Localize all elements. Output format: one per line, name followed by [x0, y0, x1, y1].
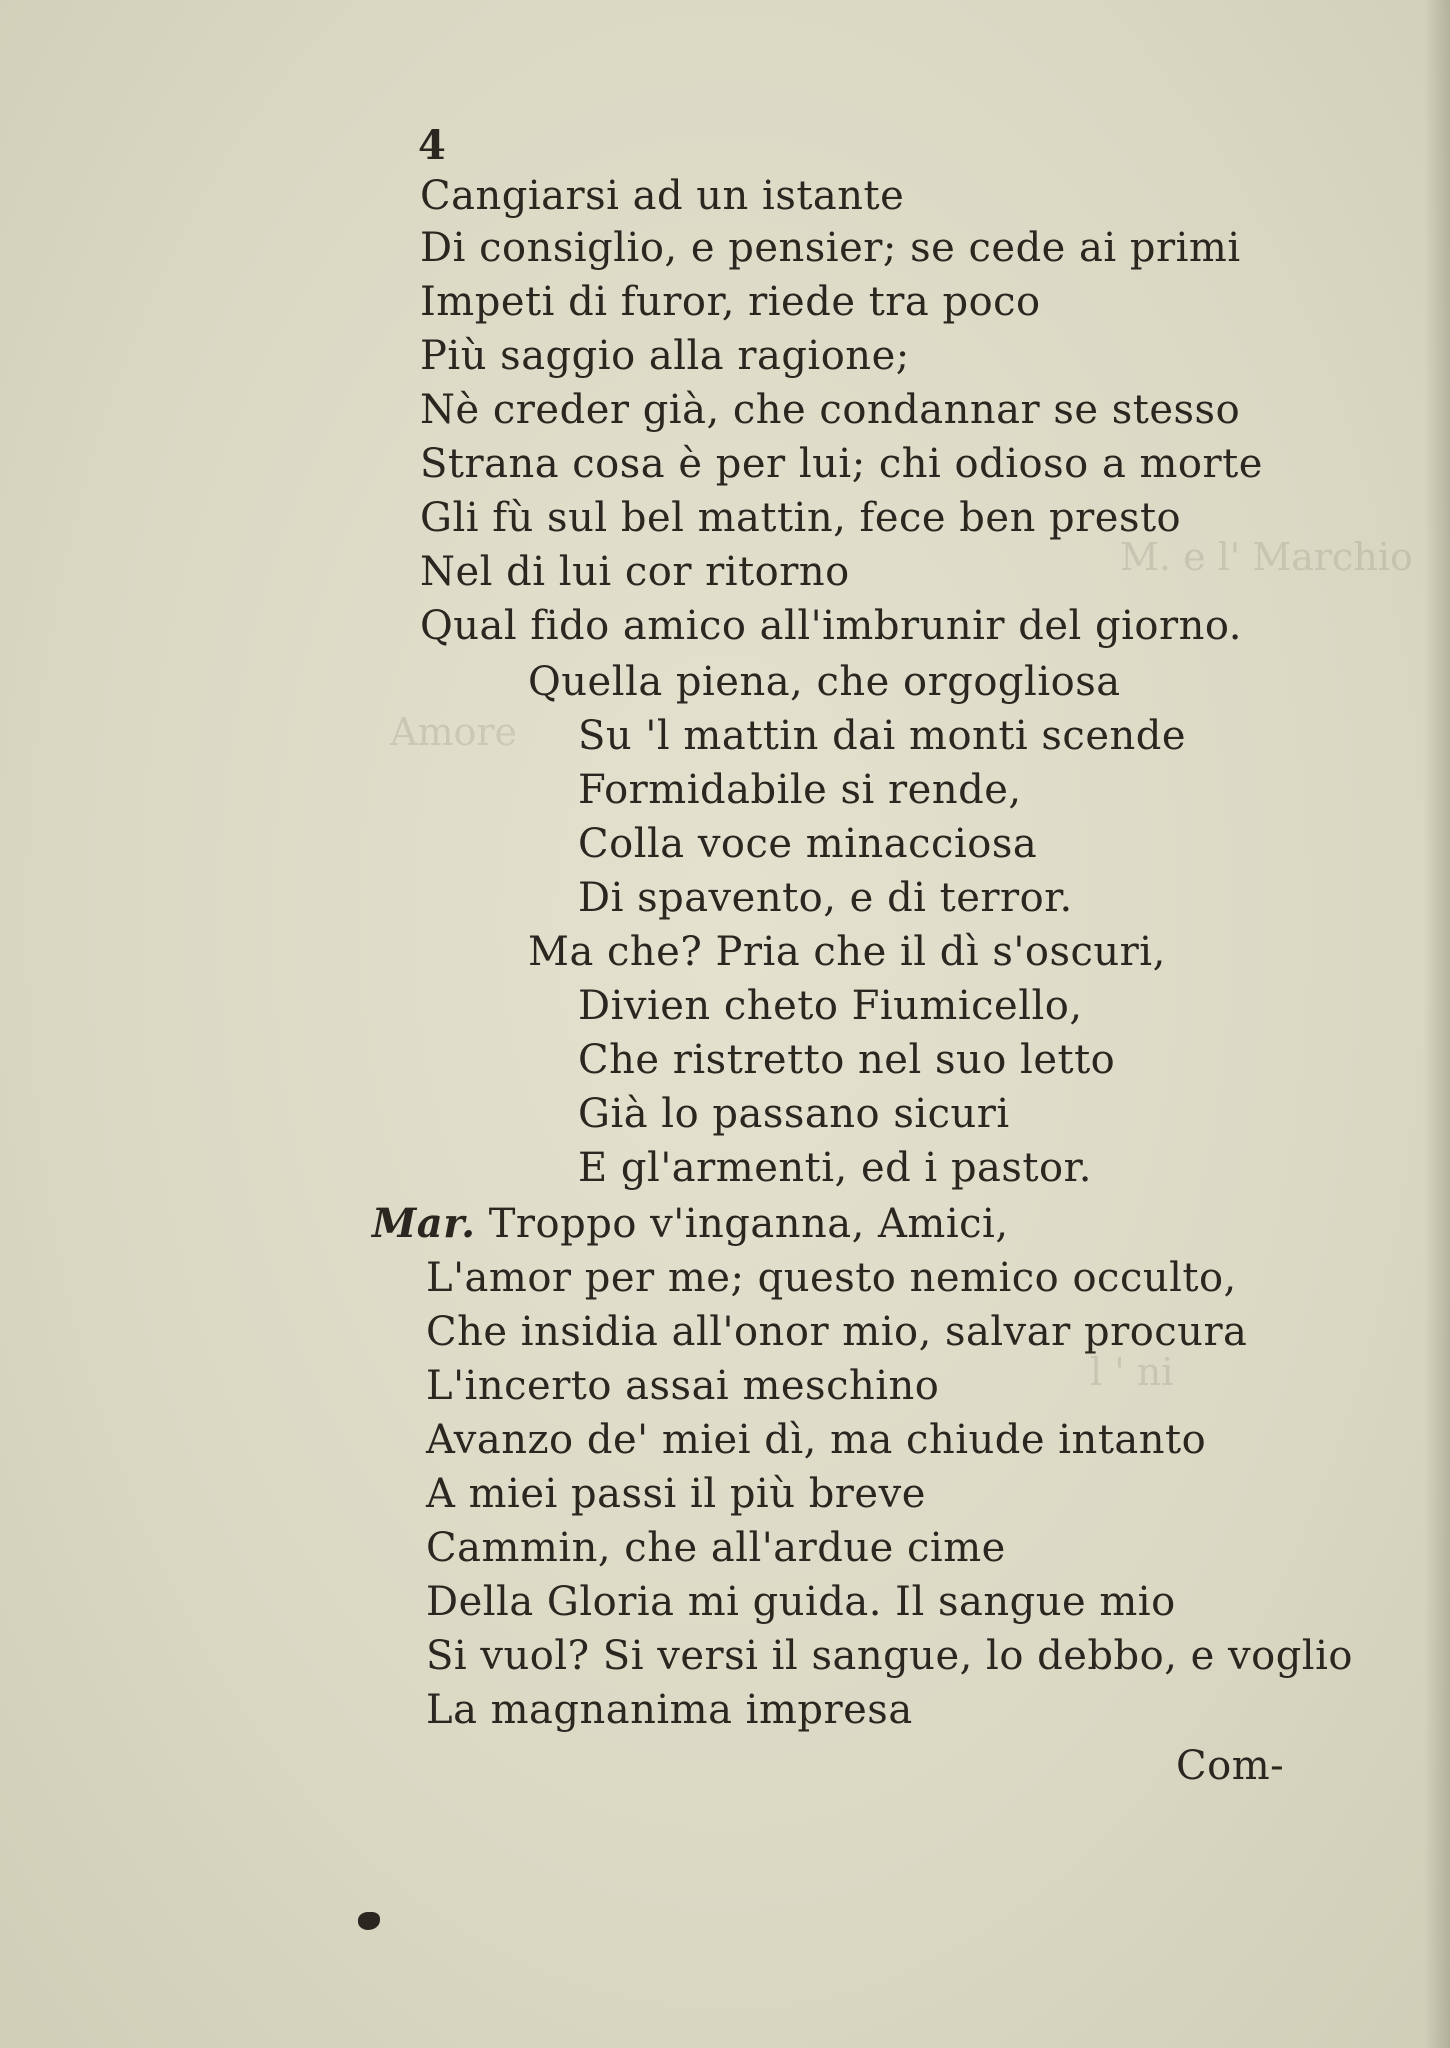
aria-line: E gl'armenti, ed i pastor. — [578, 1145, 1093, 1191]
aria-line: Che ristretto nel suo letto — [578, 1037, 1116, 1083]
aria-line: Divien cheto Fiumicello, — [578, 983, 1083, 1029]
page-number: 4 — [418, 122, 447, 169]
verse-line: Cammin, che all'ardue cime — [426, 1525, 1006, 1571]
verse-line: A miei passi il più breve — [426, 1471, 926, 1517]
verse-line: La magnanima impresa — [426, 1687, 913, 1733]
catchword: Com- — [1176, 1743, 1285, 1789]
speech-line — [372, 1200, 1009, 1248]
bleed-through: Amore — [390, 710, 518, 754]
aria-line: Colla voce minacciosa — [578, 821, 1038, 867]
verse-line: Più saggio alla ragione; — [420, 333, 910, 379]
verse-line: Gli fù sul bel mattin, fece ben presto — [420, 495, 1182, 541]
verse-line: Qual fido amico all'imbrunir del giorno. — [420, 603, 1242, 649]
aria-line: Formidabile si rende, — [578, 767, 1022, 813]
verse-line: Della Gloria mi guida. Il sangue mio — [426, 1579, 1176, 1625]
bleed-through: M. e l' Marchio — [1120, 535, 1413, 579]
aria-line: Ma che? Pria che il dì s'oscuri, — [528, 929, 1166, 975]
verse-line: L'amor per me; questo nemico occulto, — [426, 1255, 1237, 1301]
verse-line: Di consiglio, e pensier; se cede ai primi — [420, 225, 1241, 271]
bleed-through: l ' ni — [1090, 1350, 1174, 1394]
aria-line: Quella piena, che orgogliosa — [528, 659, 1121, 705]
verse-line: Strana cosa è per lui; chi odioso a morte — [420, 441, 1263, 487]
verse-line: Nè creder già, che condannar se stesso — [420, 387, 1241, 433]
verse-line: Cangiarsi ad un istante — [420, 173, 905, 219]
verse-line: L'incerto assai meschino — [426, 1363, 940, 1409]
aria-line: Già lo passano sicuri — [578, 1091, 1010, 1137]
speech-text: Troppo v'inganna, Amici, — [488, 1201, 1009, 1247]
verse-line: Avanzo de' miei dì, ma chiude intanto — [426, 1417, 1207, 1463]
verse-line: Nel di lui cor ritorno — [420, 549, 850, 595]
aria-line: Di spavento, e di terror. — [578, 875, 1073, 921]
verse-line: Impeti di furor, riede tra poco — [420, 279, 1041, 325]
verse-line: Che insidia all'onor mio, salvar procura — [426, 1309, 1248, 1355]
speaker-label: Mar. — [372, 1200, 476, 1247]
verse-line: Si vuol? Si versi il sangue, lo debbo, e voglio — [426, 1633, 1353, 1679]
aria-line: Su 'l mattin dai monti scende — [578, 713, 1187, 759]
